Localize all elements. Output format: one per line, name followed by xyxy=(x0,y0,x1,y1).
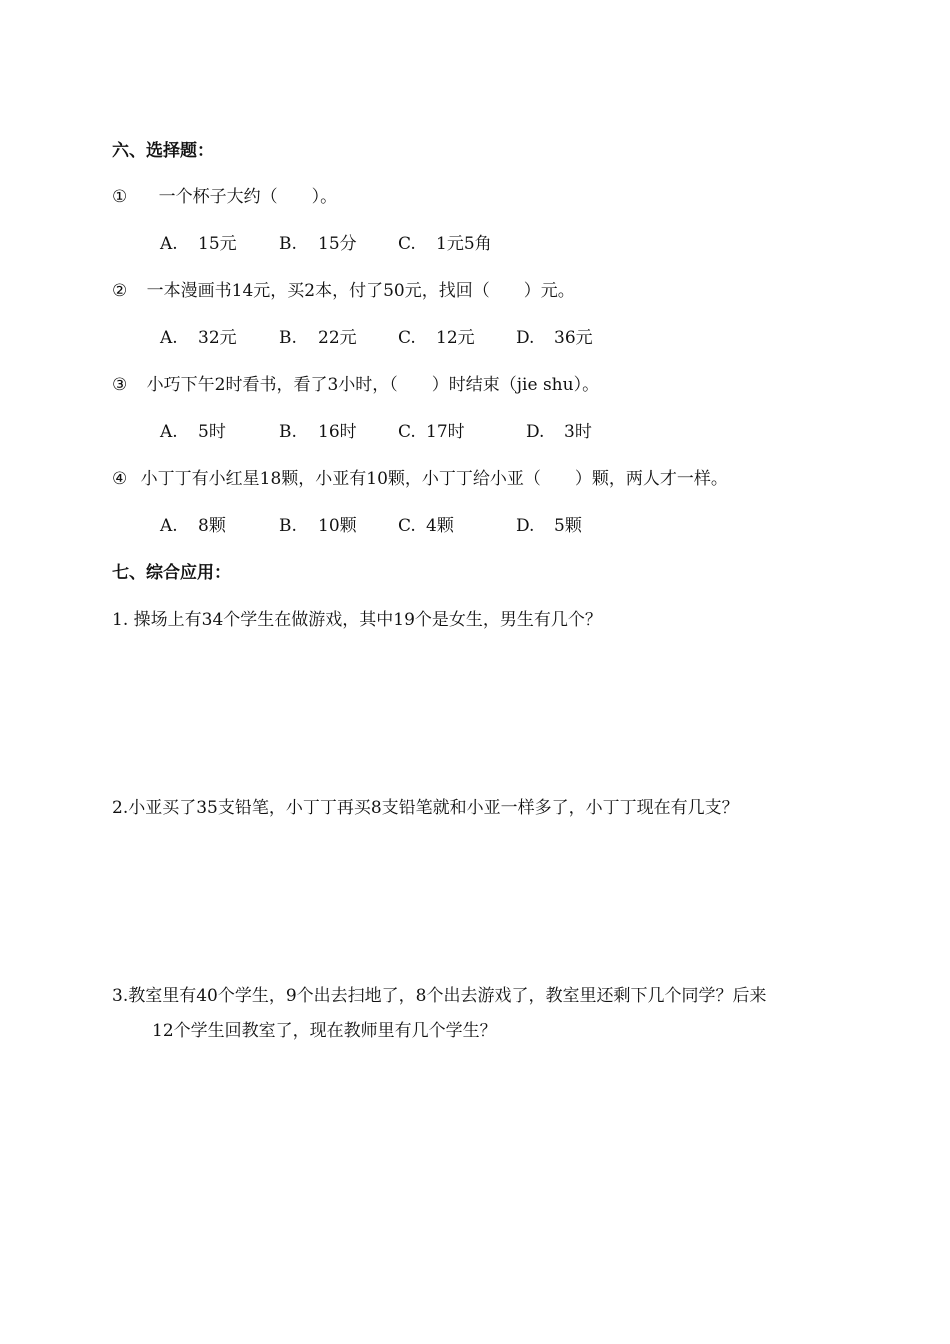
question-number: ① xyxy=(112,187,128,207)
option-a: A. xyxy=(160,328,178,348)
question-text: 小巧下午2时看书，看了3小时，（ ）时结束（jie shu）。 xyxy=(146,375,600,395)
option-b: B. xyxy=(279,422,297,442)
question-text: 一个杯子大约（ ）。 xyxy=(158,187,338,207)
option-b: B. xyxy=(279,516,297,536)
question-number: ② xyxy=(112,281,128,301)
option-c: C. xyxy=(398,234,416,254)
option-a-value: 32元 xyxy=(198,328,237,348)
option-b-value: 22元 xyxy=(318,328,357,348)
option-c: C. xyxy=(398,328,416,348)
option-d: D. xyxy=(526,422,545,442)
option-d: D. xyxy=(516,328,535,348)
question-2 xyxy=(112,280,575,302)
question-4 xyxy=(112,468,728,490)
option-c: C. xyxy=(398,422,416,442)
option-d-value: 5颗 xyxy=(554,516,582,536)
question-3 xyxy=(112,374,599,396)
option-b: B. xyxy=(279,328,297,348)
problem-3: 3.教室里有40个学生，9个出去扫地了，8个出去游戏了，教室里还剩下几个同学？后来 xyxy=(112,986,767,1006)
option-a-value: 5时 xyxy=(198,422,226,442)
question-number: ④ xyxy=(112,469,128,489)
question-1 xyxy=(112,186,337,208)
option-d-value: 3时 xyxy=(564,422,592,442)
option-c-value: 12元 xyxy=(436,328,475,348)
option-c-value: 1元5角 xyxy=(436,234,492,254)
section7-heading: 七、综合应用： xyxy=(112,563,231,583)
option-a: A. xyxy=(160,234,178,254)
question-number: ③ xyxy=(112,375,128,395)
option-c-value: 4颗 xyxy=(426,516,454,536)
option-d: D. xyxy=(516,516,535,536)
problem-3-continuation: 12个学生回教室了，现在教师里有几个学生？ xyxy=(152,1021,497,1041)
option-c: C. xyxy=(398,516,416,536)
option-b-value: 15分 xyxy=(318,234,357,254)
option-a-value: 8颗 xyxy=(198,516,226,536)
option-a: A. xyxy=(160,422,178,442)
question-text: 小丁丁有小红星18颗，小亚有10颗，小丁丁给小亚（ ）颗，两人才一样。 xyxy=(140,469,728,489)
option-b-value: 16时 xyxy=(318,422,357,442)
option-c-value: 17时 xyxy=(426,422,465,442)
option-b-value: 10颗 xyxy=(318,516,357,536)
section6-heading: 六、选择题： xyxy=(112,141,214,161)
question-text: 一本漫画书14元，买2本，付了50元，找回（ ）元。 xyxy=(146,281,575,301)
option-a-value: 15元 xyxy=(198,234,237,254)
option-b: B. xyxy=(279,234,297,254)
option-a: A. xyxy=(160,516,178,536)
problem-2: 2.小亚买了35支铅笔，小丁丁再买8支铅笔就和小亚一样多了，小丁丁现在有几支？ xyxy=(112,798,739,818)
problem-1: 1. 操场上有34个学生在做游戏，其中19个是女生，男生有几个？ xyxy=(112,610,602,630)
option-d-value: 36元 xyxy=(554,328,593,348)
